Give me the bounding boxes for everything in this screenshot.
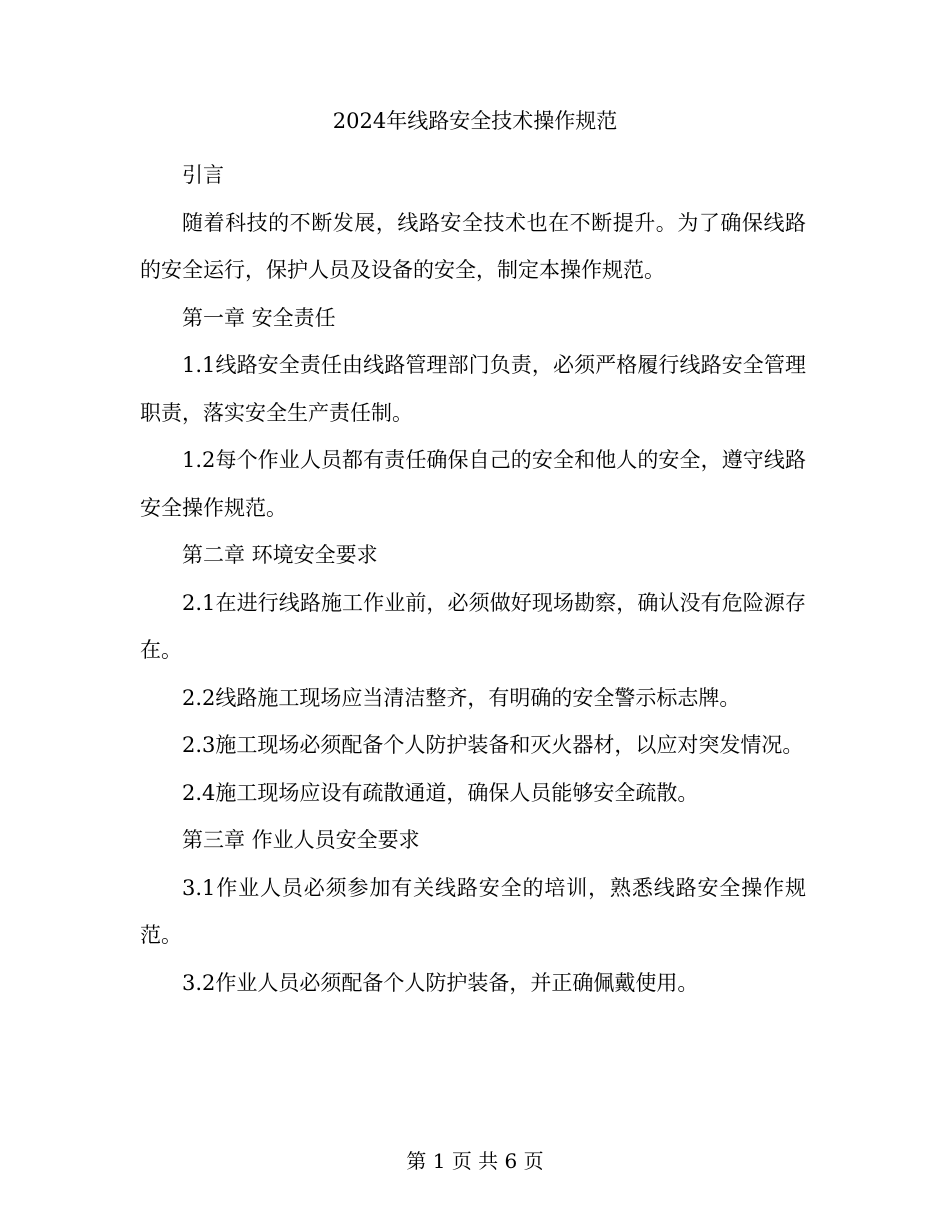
section-heading-chapter-3: 第三章 作业人员安全要求 <box>182 828 420 852</box>
paragraph: 3.2作业人员必须配备个人防护装备，并正确佩戴使用。 <box>182 970 699 995</box>
paragraph: 1.1线路安全责任由线路管理部门负责，必须严格履行线路安全管理职责，落实安全生产责任制。 <box>140 353 806 425</box>
paragraph: 随着科技的不断发展，线路安全技术也在不断提升。为了确保线路的安全运行，保护人员及设备的安全，制定本操作规范。 <box>140 210 806 282</box>
paragraph: 2.2线路施工现场应当清洁整齐，有明确的安全警示标志牌。 <box>182 685 741 710</box>
paragraph: 3.1作业人员必须参加有关线路安全的培训，熟悉线路安全操作规范。 <box>140 875 806 947</box>
paragraph: 1.2每个作业人员都有责任确保自己的安全和他人的安全，遵守线路安全操作规范。 <box>140 448 806 520</box>
paragraph: 2.4施工现场应设有疏散通道，确保人员能够安全疏散。 <box>182 780 699 805</box>
section-heading-chapter-1: 第一章 安全责任 <box>182 305 336 330</box>
paragraph: 2.1在进行线路施工作业前，必须做好现场勘察，确认没有危险源存在。 <box>140 590 806 662</box>
section-heading-intro: 引言 <box>182 163 224 187</box>
page-number-footer: 第 1 页 共 6 页 <box>406 1149 544 1173</box>
document-title: 2024年线路安全技术操作规范 <box>332 109 618 133</box>
document-body <box>140 152 806 1007</box>
paragraph: 2.3施工现场必须配备个人防护装备和灭火器材，以应对突发情况。 <box>182 733 804 757</box>
section-heading-chapter-2: 第二章 环境安全要求 <box>182 543 378 567</box>
